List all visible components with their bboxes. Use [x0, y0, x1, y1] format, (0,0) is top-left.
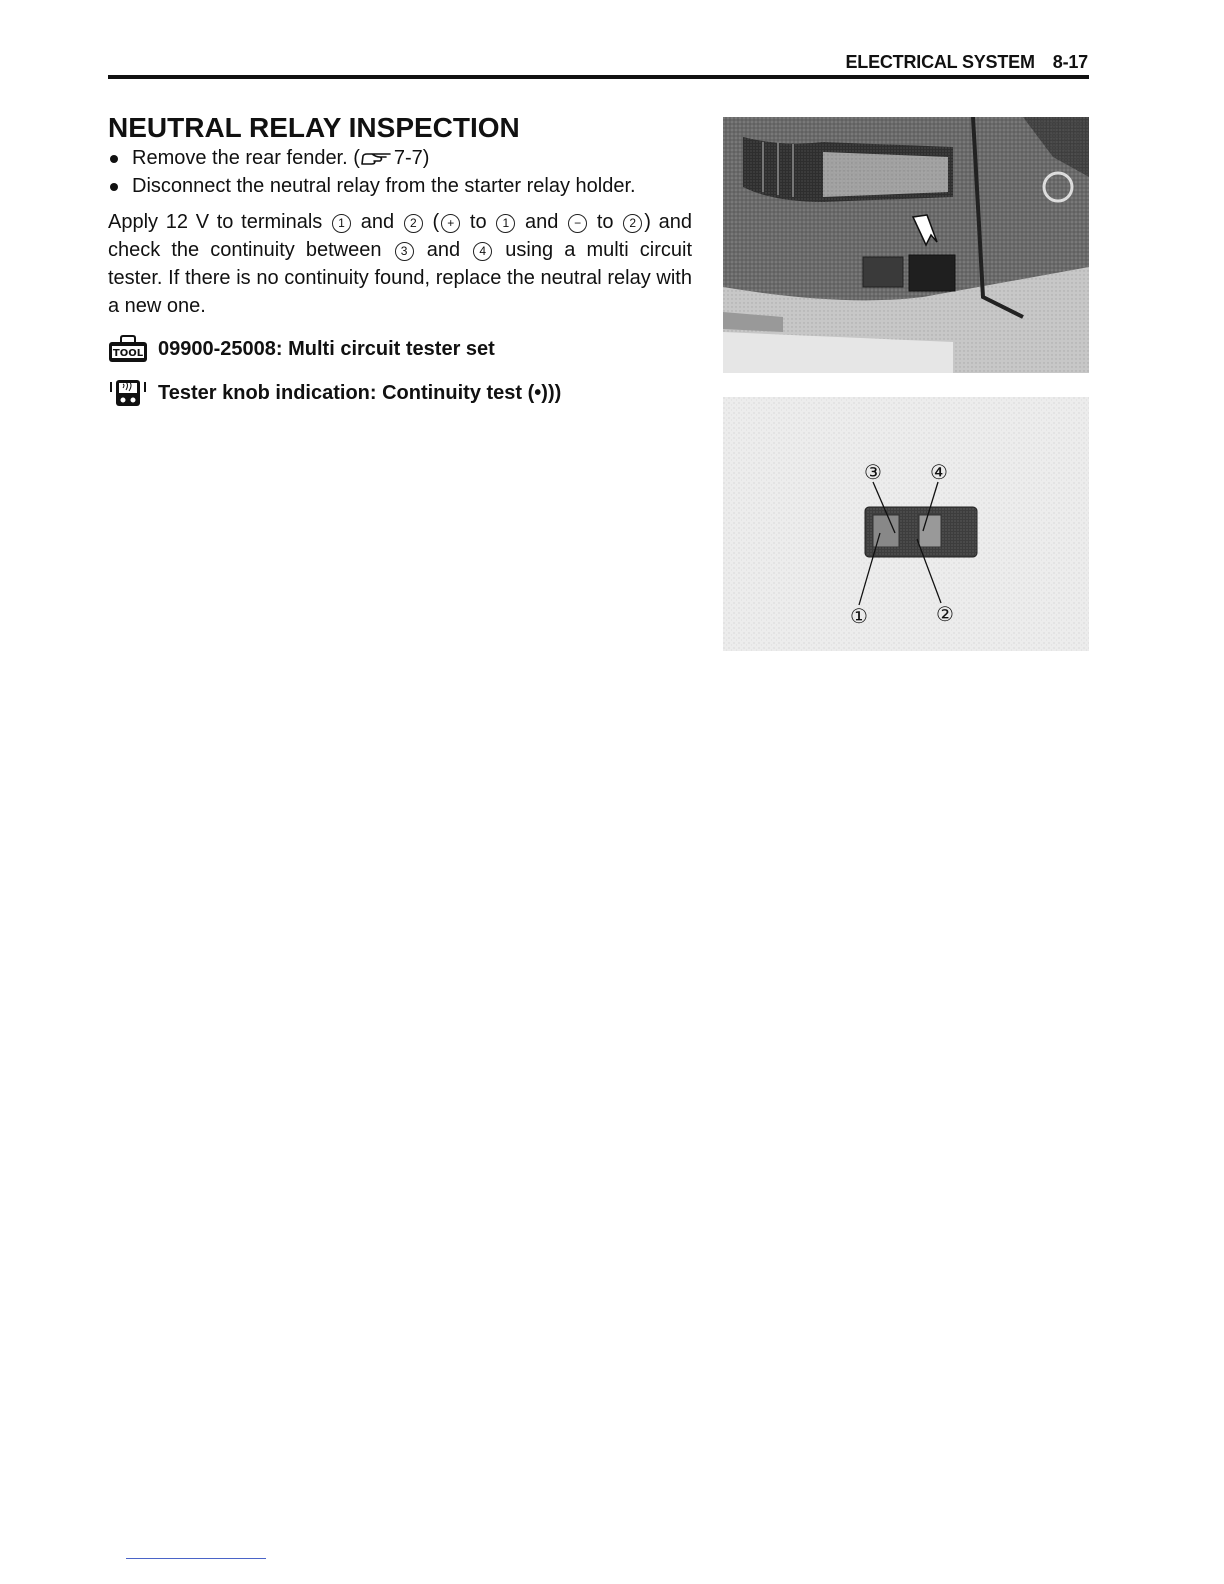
relay-location-photo [723, 117, 1089, 373]
section-title: NEUTRAL RELAY INSPECTION [108, 112, 520, 143]
tester-text: Tester knob indication: Continuity test (•))) [158, 381, 562, 404]
para-text: using a multi circuit tester. If there is no continuity found, replace the neutral relay with a new one. [108, 239, 693, 317]
svg-text:③: ③ [864, 460, 882, 484]
instruction-paragraph [108, 208, 692, 320]
terminal-2-label: 2 [623, 214, 642, 233]
header-rule [108, 75, 1089, 79]
bullet-icon [110, 183, 118, 191]
reference-page: 7-7 [393, 147, 423, 169]
step-text: Disconnect the neutral relay from the starter relay holder. [132, 175, 636, 197]
svg-text:②: ② [936, 602, 954, 626]
para-text: ) and check the continuity between [108, 211, 693, 261]
para-text: to [596, 211, 614, 233]
svg-text:TOOL: TOOL [112, 348, 144, 359]
list-item [108, 144, 692, 172]
terminal-2-label: 2 [404, 214, 423, 233]
para-text: Apply 12 V to terminals [108, 211, 323, 233]
para-text: to [469, 211, 487, 233]
step-text: Remove the rear fender. ( [132, 147, 360, 169]
pointing-hand-icon [360, 151, 394, 167]
tool-text: 09900-25008: Multi circuit tester set [158, 337, 495, 360]
step-list [108, 144, 692, 200]
plus-symbol: + [441, 214, 460, 233]
minus-symbol: − [568, 214, 587, 233]
terminal-4-label: 4 [473, 242, 492, 261]
terminal-3-label: 3 [395, 242, 414, 261]
terminal-1-label: 1 [496, 214, 515, 233]
svg-text:④: ④ [930, 460, 948, 484]
page-number: 8-17 [1052, 52, 1088, 72]
relay-terminals-diagram [723, 397, 1089, 651]
para-text: and [426, 239, 461, 261]
content-column [108, 112, 692, 408]
tester-spec [108, 378, 692, 408]
para-text: and [525, 211, 559, 233]
multimeter-icon [108, 378, 148, 408]
toolbox-icon [108, 334, 148, 364]
terminal-1-label: 1 [332, 214, 351, 233]
running-header [108, 52, 1088, 74]
list-item [108, 172, 692, 200]
section-name: ELECTRICAL SYSTEM [845, 52, 1035, 72]
tool-spec [108, 334, 692, 364]
para-text: and [360, 211, 395, 233]
para-text: ( [432, 211, 440, 233]
bullet-icon [110, 155, 118, 163]
step-text-suffix: ) [422, 147, 430, 169]
svg-text:①: ① [850, 604, 868, 628]
footer-rule [126, 1558, 266, 1559]
